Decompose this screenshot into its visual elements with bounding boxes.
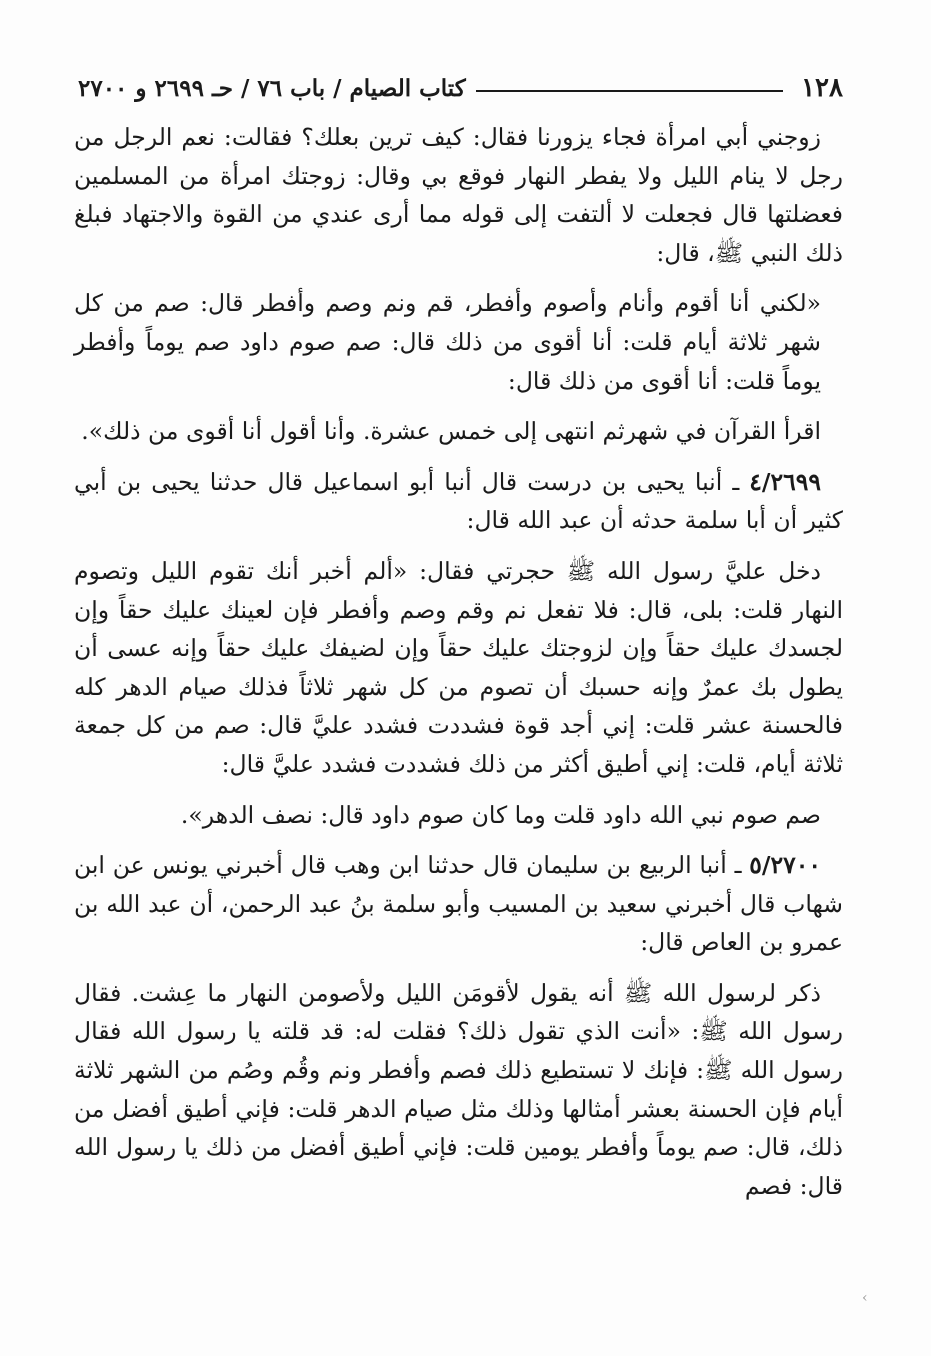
hadith-chain: ـ أنبا الربيع بن سليمان قال حدثنا ابن وهب قال أخبرني يونس عن ابن شهاب قال أخبرني سعيد بن المسيب وأبو سلمة بنُ عبد الرحمن، أن عبد الله بن عمرو بن العاص قال: (74, 851, 843, 957)
hadith-number: ٤/٢٦٩٩ (749, 467, 821, 496)
hadith-number: ٥/٢٧٠٠ (749, 851, 821, 880)
hadith-2699 (74, 463, 843, 540)
running-title: كتاب الصيام / باب ٧٦ / حـ ٢٦٩٩ و ٢٧٠٠ (78, 74, 466, 102)
hadith-chain: ـ أنبا يحيى بن درست قال أنبا أبو اسماعيل قال حدثنا يحيى بن أبي كثير أن أبا سلمة حدثه أن عبد الله قال: (74, 467, 843, 535)
quote-paragraph-3: اقرأ القرآن في شهرثم انتهى إلى خمس عشرة. وأنا أقول أنا أقوى من ذلك». (81, 417, 821, 446)
paragraph-5: دخل عليَّ رسول الله ﷺ حجرتي فقال: «ألم أخبر أنك تقوم الليل وتصوم النهار قلت: بلى، قال: فلا تفعل نم وقم وصم وأفطر فإن لعينك عليك حقاً وإن لجسدك عليك حقاً وإن لزوجتك عليك حقاً وإن لضيفك عليك حقاً وإنه عسى أن يطول بك عمرٌ وإنه حسبك أن تصوم من كل شهر ثلاثاً فذلك صيام الدهر كله فالحسنة عشر قلت: إني أجد قوة فشددت فشدد عليَّ قال: صم من كل جمعة ثلاثة أيام، قلت: إني أطيق أكثر من ذلك فشددت فشدد عليَّ قال: (74, 556, 843, 778)
page-number: ١٢٨ (801, 73, 843, 103)
quote-paragraph-6: صم صوم نبي الله داود قلت وما كان صوم داود قال: نصف الدهر». (180, 800, 821, 829)
hadith-2700 (74, 846, 843, 962)
quote-paragraph-2: «لكني أنا أقوم وأنام وأصوم وأفطر، قم ونم وصم وأفطر قال: صم من كل شهر ثلاثة أيام قلت: أنا أقوى من ذلك قال: صم صوم داود صم يوماً وأفطر يوماً قلت: أنا أقوى من ذلك قال: (74, 289, 821, 395)
page-header (78, 68, 843, 108)
page-body (74, 118, 843, 1205)
paragraph-8: ذكر لرسول الله ﷺ أنه يقول لأقومَن الليل ولأصومن النهار ما عِشت. فقال رسول الله ﷺ: «أنت الذي تقول ذلك؟ فقلت له: قد قلته يا رسول الله فقال رسول الله ﷺ: فإنك لا تستطيع ذلك فصم وأفطر ونم وقُم وصُم من الشهر ثلاثة أيام فإن الحسنة بعشر أمثالها وذلك مثل صيام الدهر قلت: فإني أطيق أفضل من ذلك، قال: صم يوماً وأفطر يومين قلت: فإني أطيق أفضل من ذلك يا رسول الله قال: فصم (74, 978, 843, 1200)
paragraph-1: زوجني أبي امرأة فجاء يزورنا فقال: كيف ترين بعلك؟ فقالت: نعم الرجل من رجل لا ينام الليل ولا يفطر النهار فوقع بي وقال: زوجتك امرأة من المسلمين فعضلتها قال فجعلت لا ألتفت إلى قوله مما أرى عندي من القوة والاجتهاد فبلغ ذلك النبي ﷺ، قال: (74, 123, 843, 267)
header-rule (476, 90, 783, 92)
margin-mark: ‹ (862, 1290, 868, 1306)
